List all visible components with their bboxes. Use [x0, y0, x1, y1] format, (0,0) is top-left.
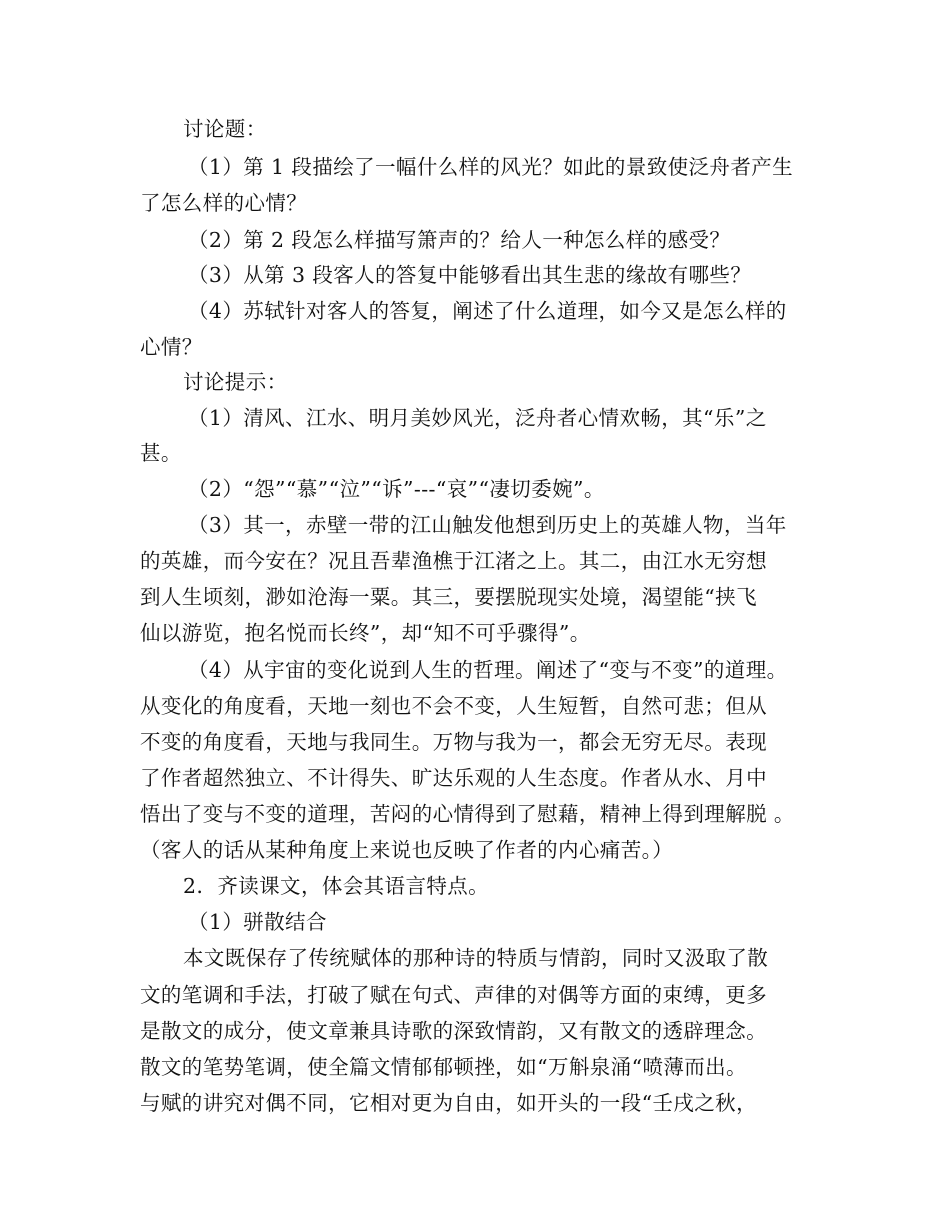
- hint-1-line-2: 甚。: [140, 441, 182, 465]
- hint-4-note: （客人的话从某种角度上来说也反映了作者的内心痛苦。）: [140, 838, 674, 862]
- hint-2: （2）“怨”“慕”“泣”“诉”---“哀”“凄切委婉”。: [188, 477, 605, 501]
- body-paragraph-line-4: 散文的笔势笔调，使全篇文情郁郁顿挫，如“万斛泉涌“喷薄而出。: [140, 1055, 747, 1079]
- body-paragraph-line-5: 与赋的讲究对偶不同，它相对更为自由，如开头的一段“壬戌之秋，: [140, 1091, 757, 1115]
- hint-4-line-4: 了作者超然独立、不计得失、旷达乐观的人生态度。作者从水、月中: [140, 766, 767, 790]
- body-paragraph-line-2: 文的笔调和手法，打破了赋在句式、声律的对偶等方面的束缚，更多: [140, 983, 767, 1007]
- hint-3-line-3: 到人生顷刻，渺如沧海一粟。其三，要摆脱现实处境，渴望能“挟飞: [140, 585, 757, 609]
- hint-1-line-1: （1）清风、江水、明月美妙风光，泛舟者心情欢畅，其“乐”之: [188, 406, 767, 430]
- hints-heading: 讨论提示：: [183, 370, 288, 394]
- question-1-line-2: 了怎么样的心情？: [140, 191, 308, 215]
- hint-4-line-1: （4）从宇宙的变化说到人生的哲理。阐述了“变与不变”的道理。: [188, 658, 788, 682]
- hint-3-line-4: 仙以游览，抱名悦而长终”，却“知不可乎骤得”。: [140, 621, 591, 645]
- discussion-heading: 讨论题：: [183, 117, 267, 141]
- body-paragraph-line-1: 本文既保存了传统赋体的那种诗的特质与情韵，同时又汲取了散: [183, 946, 769, 970]
- hint-3-line-1: （3）其一，赤壁一带的江山触发他想到历史上的英雄人物，当年: [188, 513, 787, 537]
- body-paragraph-line-3: 是散文的成分，使文章兼具诗歌的深致情韵，又有散文的透辟理念。: [140, 1019, 767, 1043]
- question-3: （3）从第 3 段客人的答复中能够看出其生悲的缘故有哪些？: [188, 263, 752, 287]
- subsection-1-heading: （1）骈散结合: [188, 910, 327, 934]
- question-1-line-1: （1）第 1 段描绘了一幅什么样的风光？如此的景致使泛舟者产生: [188, 155, 794, 179]
- hint-4-line-5: 悟出了变与不变的道理，苦闷的心情得到了慰藉，精神上得到理解脱 。: [140, 802, 795, 826]
- question-4-line-2: 心情？: [140, 335, 203, 359]
- hint-4-line-3: 不变的角度看，天地与我同生。万物与我为一，都会无穷无尽。表现: [140, 730, 767, 754]
- hint-3-line-2: 的英雄，而今安在？况且吾辈渔樵于江渚之上。其二，由江水无穷想: [140, 549, 767, 573]
- hint-4-line-2: 从变化的角度看，天地一刻也不会不变，人生短暂，自然可悲；但从: [140, 694, 767, 718]
- question-2: （2）第 2 段怎么样描写箫声的？给人一种怎么样的感受？: [188, 228, 731, 252]
- question-4-line-1: （4）苏轼针对客人的答复，阐述了什么道理，如今又是怎么样的: [188, 299, 787, 323]
- section-2-heading: 2．齐读课文，体会其语言特点。: [183, 874, 490, 898]
